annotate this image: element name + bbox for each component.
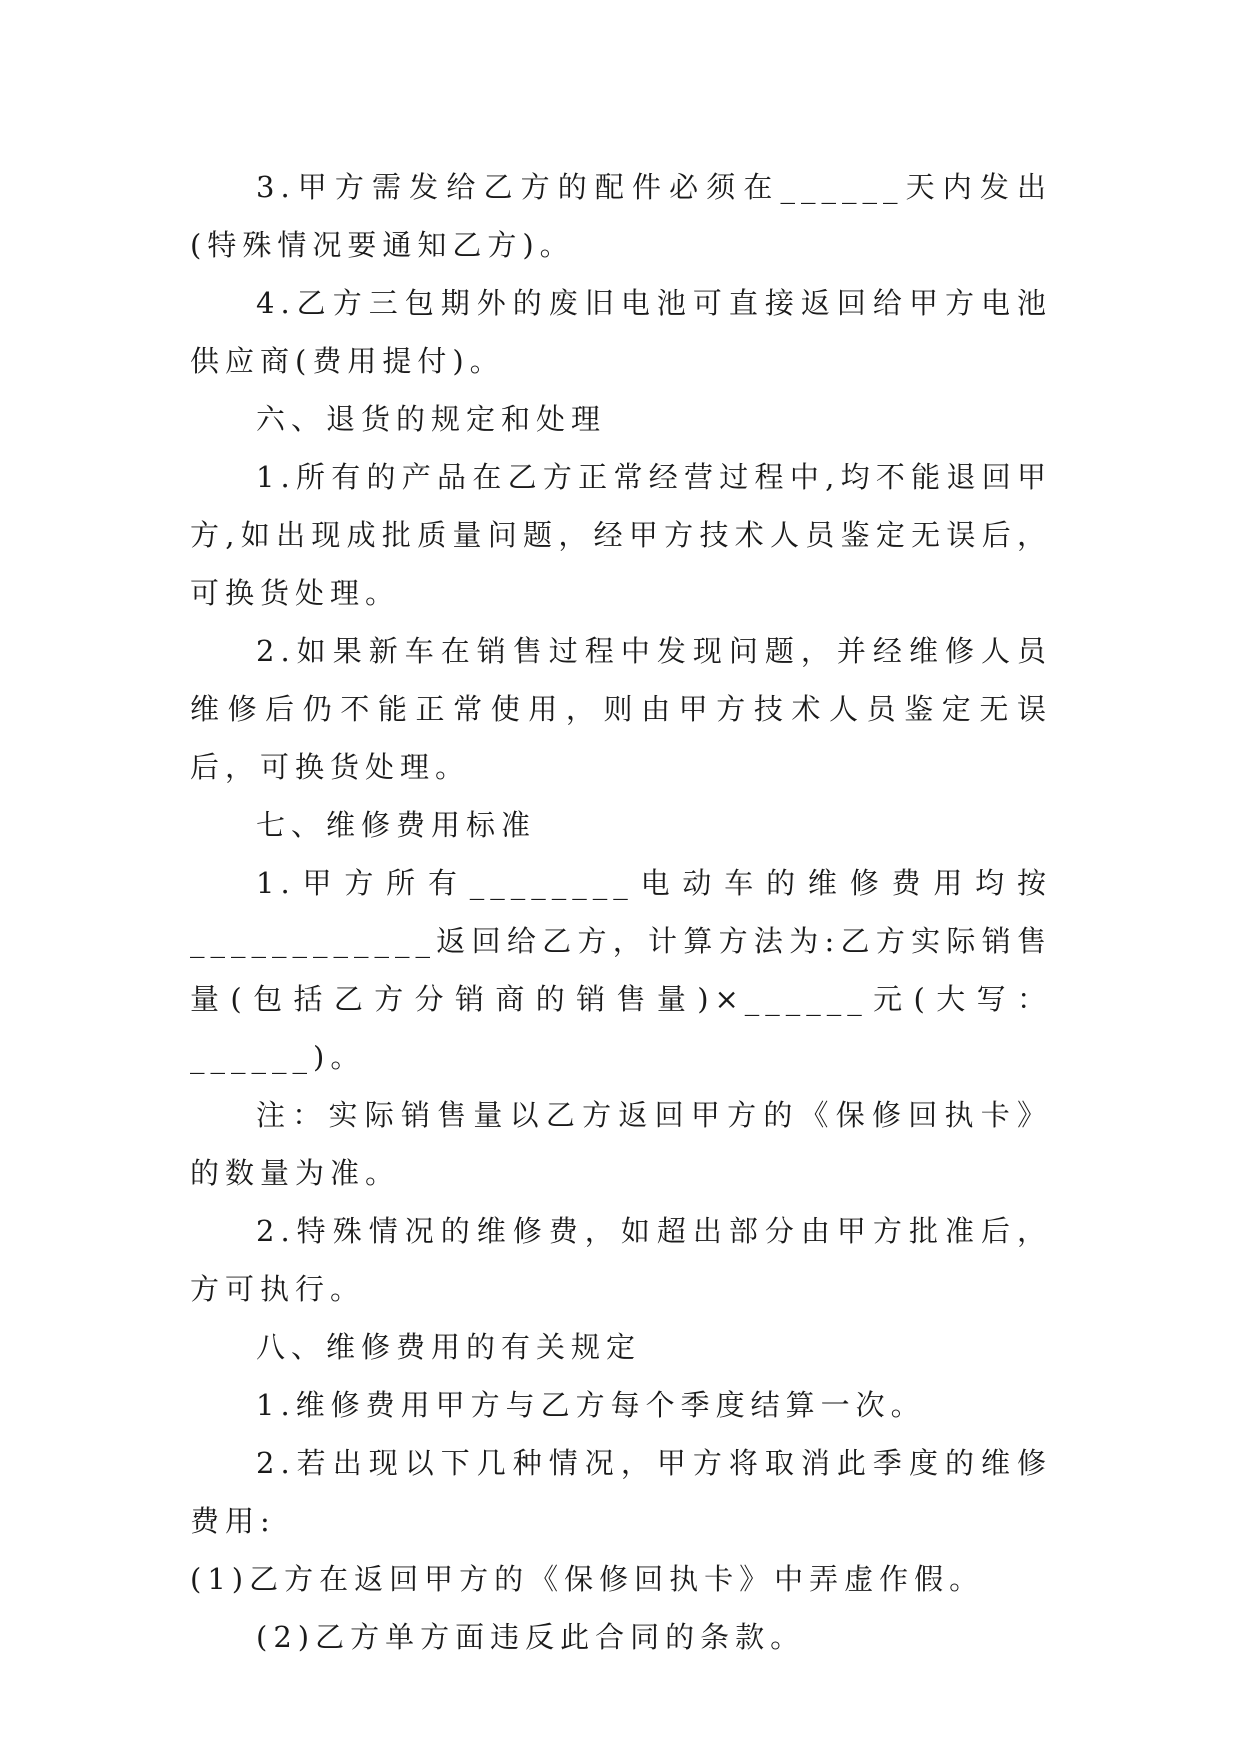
section-heading-fee-rules: 八、维修费用的有关规定 xyxy=(256,1330,642,1364)
section-heading-repair-fees: 七、维修费用标准 xyxy=(256,808,537,842)
document-page xyxy=(190,158,1052,1666)
clause-fee-rules-2-item-2: (2)乙方单方面违反此合同的条款。 xyxy=(256,1620,806,1654)
clause-repair-fees-1: 1.甲方所有________电动车的维修费用均按____________返回给乙方，计算方法为:乙方实际销售量(包括乙方分销商的销售量)×______元(大写：______)。 xyxy=(190,866,1052,1074)
clause-fee-rules-2: 2.若出现以下几种情况，甲方将取消此季度的维修费用: xyxy=(190,1446,1052,1538)
note-sales-volume: 注：实际销售量以乙方返回甲方的《保修回执卡》的数量为准。 xyxy=(190,1098,1052,1190)
clause-parts-shipping: 3.甲方需发给乙方的配件必须在______天内发出(特殊情况要通知乙方)。 xyxy=(190,170,1052,262)
clause-fee-rules-1: 1.维修费用甲方与乙方每个季度结算一次。 xyxy=(256,1388,926,1422)
clause-returns-1: 1.所有的产品在乙方正常经营过程中,均不能退回甲方,如出现成批质量问题，经甲方技术人员鉴定无误后，可换货处理。 xyxy=(190,460,1052,610)
clause-battery-return: 4.乙方三包期外的废旧电池可直接返回给甲方电池供应商(费用提付)。 xyxy=(190,286,1052,378)
clause-fee-rules-2-item-1: (1)乙方在返回甲方的《保修回执卡》中弄虚作假。 xyxy=(190,1562,985,1596)
section-heading-returns: 六、退货的规定和处理 xyxy=(256,402,607,436)
clause-returns-2: 2.如果新车在销售过程中发现问题，并经维修人员维修后仍不能正常使用，则由甲方技术人员鉴定无误后，可换货处理。 xyxy=(190,634,1052,784)
clause-repair-fees-2: 2.特殊情况的维修费，如超出部分由甲方批准后，方可执行。 xyxy=(190,1214,1052,1306)
